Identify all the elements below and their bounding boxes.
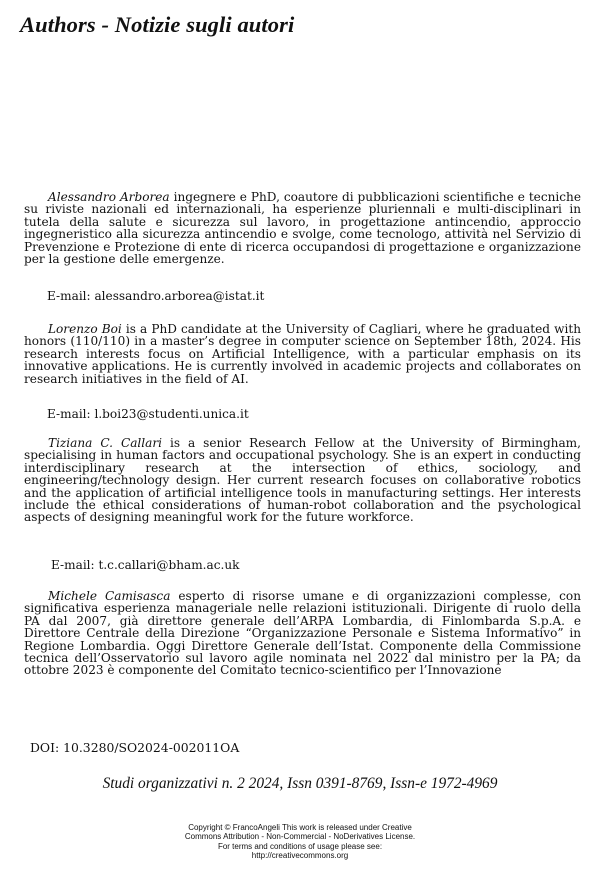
author-name: Alessandro Arborea bbox=[48, 190, 170, 204]
author-bio-arborea bbox=[24, 191, 581, 265]
author-bio-text: esperto di risorse umane e di organizzazioni complesse, con significativa esperienza manageriale nelle relazioni istituzionali. Dirigente di ruolo della PA dal 2007, già direttore generale dell’ARPA Lombardia, di Finlombarda S.p.A. e Direttore Centrale della Direzione “Organizzazione Personale e Sistema Informativo” in Regione Lombardia. Oggi Direttore Generale dell’Istat. Componente della Commissione tecnica dell’Osservatorio sul lavoro agile nominata nel 2022 dal ministro per la PA; da ottobre 2023 è componente del Comitato tecnico-scientifico per l’Innovazione bbox=[24, 589, 581, 678]
copyright-notice bbox=[0, 823, 600, 860]
author-email[interactable]: E-mail: t.c.callari@bham.ac.uk bbox=[51, 558, 240, 572]
author-name: Tiziana C. Callari bbox=[48, 436, 162, 450]
copyright-line: For terms and conditions of usage please see: bbox=[217, 841, 383, 851]
author-bio-boi bbox=[24, 323, 581, 385]
author-bio-text: ingegnere e PhD, coautore di pubblicazioni scientifiche e tecniche su riviste nazionali ed internazionali, ha esperienze pluriennali e multi-disciplinari in tutela della salute e sicurezza sul lavoro, in progettazione antincendio, approccio ingegneristico alla sicurezza antincendio e svolge, come tecnologo, attività nel Servizio di Prevenzione e Protezione di ente di ricerca occupandosi di progettazione e organizzazione per la gestione delle emergenze. bbox=[24, 190, 581, 267]
author-bio-text: is a senior Research Fellow at the University of Birmingham, specialising in human factors and occupational psychology. She is an expert in conducting interdisciplinary research at the intersection of ethics, sociology, and engineering/technology design. Her current research focuses on collaborative robotics and the application of artificial intelligence tools in manufacturing settings. Her interests include the ethical considerations of human-robot collaboration and the psychological aspects of designing meaningful work for the future workforce. bbox=[24, 436, 581, 525]
author-bio-text: is a PhD candidate at the University of Cagliari, where he graduated with honors (110/110) in a master’s degree in computer science on September 18th, 2024. His research interests focus on Artificial Intelligence, with a particular emphasis on its innovative applications. He is currently involved in academic projects and collaborates on research initiatives in the field of AI. bbox=[24, 322, 581, 386]
copyright-line: Copyright © FrancoAngeli This work is released under Creative bbox=[188, 823, 412, 832]
doi-label: DOI: 10.3280/SO2024-002011OA bbox=[30, 740, 240, 755]
author-email[interactable]: E-mail: alessandro.arborea@istat.it bbox=[47, 289, 265, 303]
copyright-line: Commons Attribution - Non-Commercial - NoDerivatives License. bbox=[184, 832, 416, 842]
page-title: Authors - Notizie sugli autori bbox=[20, 12, 295, 37]
author-name: Lorenzo Boi bbox=[48, 322, 122, 336]
author-bio-camisasca bbox=[24, 590, 581, 677]
author-email[interactable]: E-mail: l.boi23@studenti.unica.it bbox=[47, 407, 249, 421]
creativecommons-link[interactable]: http://creativecommons.org bbox=[251, 850, 349, 860]
author-bio-callari bbox=[24, 437, 581, 524]
author-name: Michele Camisasca bbox=[48, 589, 171, 603]
journal-citation: Studi organizzativi n. 2 2024, Issn 0391-8769, Issn-e 1972-4969 bbox=[102, 775, 498, 792]
